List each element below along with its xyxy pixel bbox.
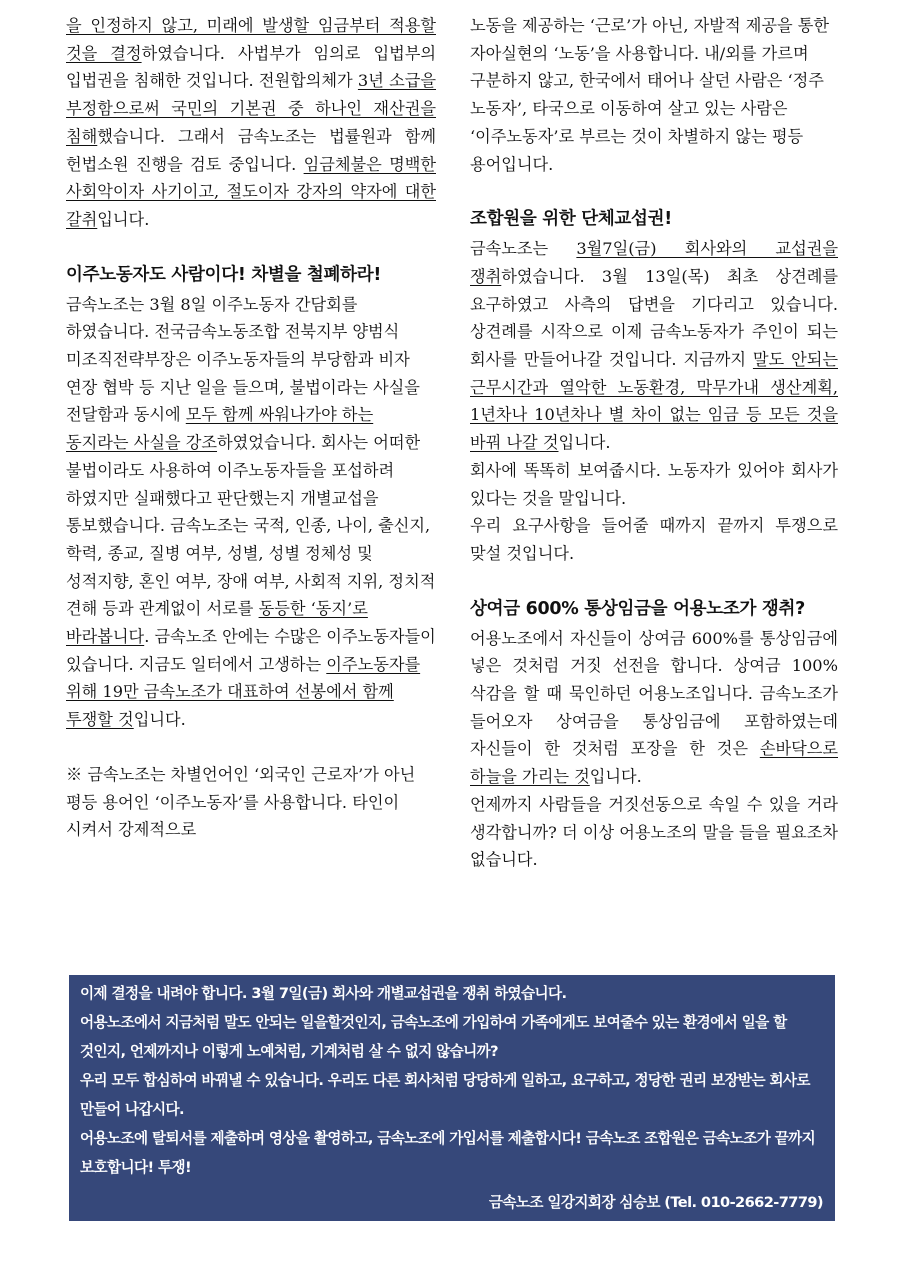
terminology-note-continued: 노동을 제공하는 ‘근로’가 아닌, 자발적 제공을 통한 자아실현의 ‘노동’을 사용합니다. 내/외를 가르며 구분하지 않고, 한국에서 태어나 살던 사람은 ‘정주 노동자’, 타국으로 이동하여 살고 있는 사람은 ‘이주노동자’로 부르는 것이 차별하지 않는 평등 용어입니다. — [470, 16, 830, 174]
text-run: 입니다. — [558, 433, 611, 453]
text-run: . 금속노조 안에는 수많은 이주노동자들이 있습니다. 지금도 일터에서 고생하는 — [66, 627, 436, 674]
intro-paragraph — [66, 12, 436, 234]
signature: 금속노조 일강지회장 심승보 (Tel. 010-2662-7779) — [488, 1194, 823, 1211]
text-run: 했습니다. 그래서 금속노조는 법률원과 함께 헌법소원 진행을 검토 중입니다. — [66, 126, 436, 174]
text-run: 입니다. — [97, 209, 150, 229]
migrant-workers-paragraph — [66, 291, 436, 734]
terminology-note: ※ 금속노조는 차별언어인 ‘외국인 근로자’가 아닌 평등 용어인 ‘이주노동자’를 사용합니다. 타인이 시켜서 강제적으로 — [66, 764, 416, 840]
text-run: 입니다. — [133, 710, 186, 730]
appeal-line: 이제 결정을 내려야 합니다. 3월 7일(금) 회사와 개별교섭권을 쟁취 하였습니다. — [80, 985, 567, 1002]
bargaining-paragraph — [470, 235, 838, 457]
appeal-line: 어용노조에 탈퇴서를 제출하며 영상을 촬영하고, 금속노조에 가입서를 제출합시다! 금속노조 조합원은 금속노조가 끝까지 보호합니다! 투쟁! — [80, 1130, 816, 1176]
bonus-wage-paragraph — [470, 625, 838, 791]
left-column — [66, 12, 436, 844]
appeal-line: 우리 모두 합심하여 바꿔낼 수 있습니다. 우리도 다른 회사처럼 당당하게 일하고, 요구하고, 정당한 권리 보장받는 회사로 만들어 나갑시다. — [80, 1072, 810, 1118]
underlined-text: 이주노동자를 위해 19만 금속노조가 대표하여 선봉에서 함께 투쟁할 것 — [66, 654, 421, 730]
underlined-text: 임금체불은 명백한 사회악이자 사기이고, 절도이자 강자의 약자에 대한 갈취 — [66, 154, 436, 229]
underlined-text: 3년 소급을 부정함으로써 국민의 기본권 중 하나인 재산권을 침해 — [66, 71, 437, 146]
underlined-text: 모두 함께 싸워나가야 하는 동지라는 사실을 강조 — [66, 405, 374, 453]
appeal-box — [69, 975, 835, 1221]
appeal-line: 어용노조에서 지금처럼 말도 안되는 일을할것인지, 금속노조에 가입하여 가족에게도 보여줄수 있는 환경에서 일을 할 것인지, 언제까지나 이렇게 노예처럼, 기계처럼 살 수 없지 않습니까? — [80, 1014, 787, 1060]
underlined-text: 동등한 ‘동지’로 바라봅니다 — [66, 599, 368, 647]
text-run: 하였습니다. 사법부가 임의로 입법부의 입법권을 침해한 것입니다. 전원합의체가 — [66, 43, 436, 91]
text-run: 금속노조는 3월 8일 이주노동자 간담회를 하였습니다. 전국금속노동조합 전북지부 양범식 미조직전략부장은 이주노동자들의 부당함과 비자 연장 협박 등 지난 일을 들으며, 불법이라는 사실을 전달함과 동시에 — [66, 294, 420, 425]
underlined-text: 손바닥으로 하늘을 가리는 것 — [470, 739, 838, 787]
text-run: 하였습니다. 3월 13일(목) 최초 상견례를 요구하였고 사측의 답변을 기다리고 있습니다. 상견례를 시작으로 이제 금속노동자가 주인이 되는 회사를 만들어나갈 것입니다. 지금까지 — [470, 266, 838, 370]
underlined-text: 을 인정하지 않고, 미래에 발생할 임금부터 적용할 것을 결정 — [66, 16, 436, 63]
bonus-wage-paragraph-2: 언제까지 사람들을 거짓선동으로 속일 수 있을 거라 생각합니까? 더 이상 어용노조의 말을 들을 필요조차 없습니다. — [470, 794, 838, 870]
text-run: 어용노조에서 자신들이 상여금 600%를 통상임금에 넣은 것처럼 거짓 선전을 합니다. 상여금 100% 삭감을 할 때 묵인하던 어용노조입니다. 금속노조가 들어오자 상여금을 통상임금에 포함하였는데 자신들이 한 것처럼 포장을 한 것은 — [470, 628, 838, 759]
bargaining-paragraph-2: 회사에 똑똑히 보여줍시다. 노동자가 있어야 회사가 있다는 것을 말입니다. — [470, 460, 838, 508]
underlined-text: 3월7일(금) 회사와의 교섭권을 쟁취 — [470, 239, 838, 286]
text-run: 입니다. — [589, 767, 642, 787]
bargaining-paragraph-3: 우리 요구사항을 들어줄 때까지 끝까지 투쟁으로 맞설 것입니다. — [470, 516, 838, 563]
bargaining-heading: 조합원을 위한 단체교섭권! — [470, 209, 672, 230]
migrant-workers-heading: 이주노동자도 사람이다! 차별을 철폐하라! — [66, 264, 382, 285]
bonus-wage-heading: 상여금 600% 통상임금을 어용노조가 쟁취? — [470, 598, 805, 619]
right-column — [470, 12, 838, 874]
text-run: 금속노조는 — [470, 239, 577, 259]
text-run: 하였었습니다. 회사는 어떠한 불법이라도 사용하여 이주노동자들을 포섭하려 하였지만 실패했다고 판단했는지 개별교섭을 통보했습니다. 금속노조는 국적, 인종, 나이, 출신지, 학력, 종교, 질병 여부, 성별, 성별 정체성 및 성적지향, 혼인 여부, 장애 여부, 사회적 지위, 정치적 견해 등과 관계없이 서로를 — [66, 433, 436, 619]
underlined-text: 말도 안되는 근무시간과 열악한 노동환경, 막무가내 생산계획, 1년차나 10년차나 별 차이 없는 임금 등 모든 것을 바꿔 나갈 것 — [470, 350, 838, 453]
